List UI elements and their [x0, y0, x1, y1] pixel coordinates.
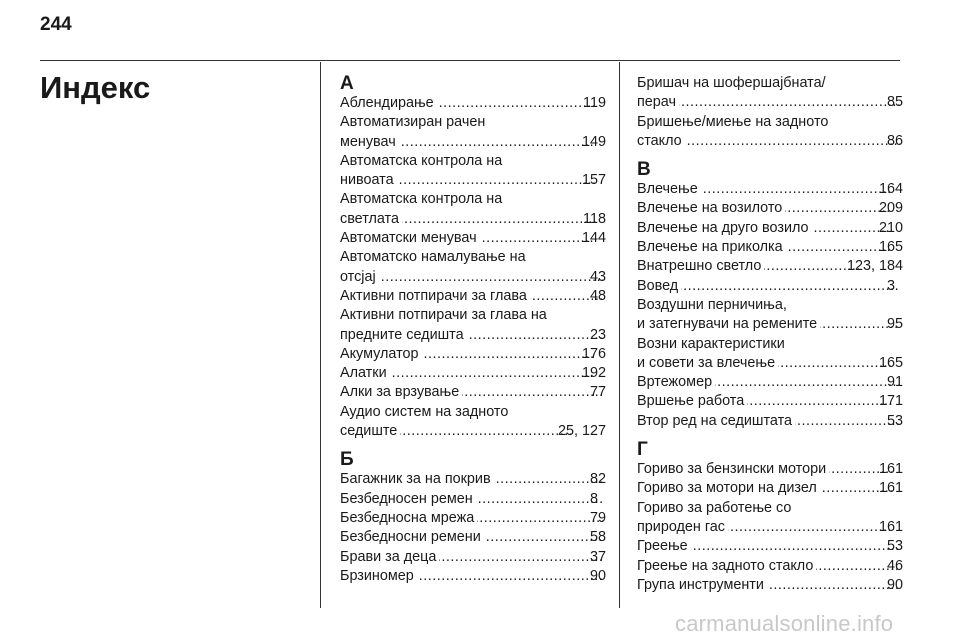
entry-text: и совети за влечење: [637, 354, 776, 371]
dot-leader: [786, 238, 892, 257]
dot-leader: [399, 133, 595, 152]
dot-leader: [467, 326, 603, 345]
entry-line-final: [637, 238, 903, 257]
entry-text: менувач: [340, 133, 396, 150]
index-entry[interactable]: [637, 180, 903, 199]
dot-leader: [785, 199, 892, 218]
entry-text: перач: [637, 94, 676, 111]
page-reference[interactable]: 165: [878, 354, 903, 371]
index-entry[interactable]: [637, 238, 903, 257]
entry-line-final: [637, 537, 903, 556]
index-entry[interactable]: [340, 490, 606, 509]
index-entry[interactable]: [340, 190, 606, 229]
entry-line-final: [340, 229, 606, 248]
entry-line-final: [637, 412, 903, 431]
dot-leader: [679, 93, 900, 112]
entry-line-final: [637, 180, 903, 199]
entry-line-final: [340, 133, 606, 152]
index-entry[interactable]: [340, 287, 606, 306]
dot-leader: [685, 132, 900, 151]
entry-line-final: [637, 479, 903, 498]
index-entry[interactable]: [637, 373, 903, 392]
entry-text: Автоматизиран рачен: [340, 114, 486, 131]
dot-leader: [422, 345, 595, 364]
index-section: [340, 450, 606, 586]
entry-text: Група инструменти: [637, 576, 764, 593]
page-reference[interactable]: 171: [878, 393, 903, 410]
entry-text: Влечење: [637, 181, 698, 198]
page-reference[interactable]: 123, 184: [846, 258, 903, 275]
entry-text: Влечење на друго возило: [637, 219, 809, 236]
page-reference[interactable]: 209: [878, 200, 903, 217]
entry-text: Аблендирање: [340, 95, 434, 111]
entry-text: Гориво за мотори на дизел: [637, 480, 817, 497]
entry-line-final: [340, 567, 606, 586]
index-entry[interactable]: [637, 537, 903, 556]
page-reference[interactable]: 165: [878, 239, 903, 256]
dot-leader: [390, 364, 595, 383]
entry-line: [340, 403, 606, 422]
watermark: carmanualsonline.info: [675, 611, 894, 636]
index-entry[interactable]: [340, 509, 606, 528]
index-column-1: [340, 74, 606, 595]
entry-line-final: [340, 326, 606, 345]
column-divider-right: [619, 62, 620, 608]
entry-line-final: [340, 548, 606, 567]
entry-line-final: [340, 345, 606, 364]
entry-text: и затегнувачи на ремените: [637, 316, 818, 333]
section-letter: А: [340, 73, 354, 94]
page-reference[interactable]: 164: [878, 181, 903, 198]
entry-text: стакло: [637, 132, 682, 149]
entry-text: Брзиномер: [340, 567, 414, 584]
entry-text: Алки за врзување: [340, 384, 460, 401]
index-entry[interactable]: [637, 113, 903, 152]
dot-leader: [402, 210, 596, 229]
entry-text: седиште: [340, 423, 398, 440]
page-reference[interactable]: 118: [583, 210, 606, 227]
entry-line-final: [637, 392, 903, 411]
entry-text: Автоматска контрола на: [340, 191, 503, 208]
index-column-2: [637, 74, 903, 604]
entry-line-final: Вовед ..... 3: [653, 277, 903, 296]
index-entry[interactable]: [637, 257, 903, 276]
index-entry[interactable]: [637, 412, 903, 431]
index-entry[interactable]: [340, 470, 606, 489]
entry-text: Гориво за бензински мотори: [637, 461, 827, 478]
page-reference[interactable]: 149: [581, 133, 606, 150]
entry-line-final: [637, 460, 903, 479]
entry-line-final: [637, 219, 903, 238]
index-entry[interactable]: [637, 392, 903, 411]
entry-line: [637, 296, 903, 315]
index-entry[interactable]: [340, 528, 606, 547]
dot-leader: [715, 373, 900, 392]
dot-leader: [681, 277, 900, 296]
entry-line: [637, 499, 903, 518]
dot-leader: [484, 528, 603, 547]
index-entry[interactable]: [340, 94, 606, 113]
dot-leader: [397, 171, 595, 190]
entry-text: Багажник за на покрив: [340, 471, 491, 488]
page-reference[interactable]: 119: [583, 95, 606, 111]
index-entry[interactable]: [340, 152, 606, 191]
entry-line-final: [340, 383, 606, 402]
entry-text: Активни потпирачи за глава на: [340, 307, 547, 324]
index-entry[interactable]: [637, 296, 903, 335]
index-entry[interactable]: [637, 219, 903, 238]
page-reference[interactable]: 161: [878, 480, 903, 497]
entry-text: светлата: [340, 210, 399, 227]
entry-text: Возни карактеристики: [637, 335, 785, 352]
index-entry[interactable]: [637, 479, 903, 498]
page-number: 244: [40, 14, 72, 35]
entry-text: Вовед: [637, 277, 679, 294]
entry-line-final: [340, 287, 606, 306]
dot-leader: [439, 548, 603, 567]
column-divider-left: [320, 62, 321, 608]
page-reference[interactable]: 176: [581, 345, 606, 362]
dot-leader: [701, 180, 892, 199]
entry-text: предните седишта: [340, 326, 464, 343]
entry-line-final: Безбедносен ремен ..... 8: [356, 490, 606, 509]
section-letter: В: [637, 159, 651, 181]
entry-text: Автоматско намалување на: [340, 249, 526, 266]
section-letter: Г: [637, 439, 648, 461]
entry-line: [637, 74, 903, 93]
index-section: [637, 440, 903, 595]
entry-line-final: [637, 518, 903, 537]
entry-text: Внатрешно светло: [637, 258, 762, 275]
index-entry[interactable]: [637, 499, 903, 538]
section-letter: Б: [340, 449, 354, 471]
header-rule: [40, 60, 900, 61]
entry-line: [637, 113, 903, 132]
page-reference[interactable]: 161: [878, 518, 903, 535]
entry-text: Автоматска контрола на: [340, 152, 503, 169]
entry-line-final: [637, 199, 903, 218]
index-entry[interactable]: [637, 277, 903, 296]
entry-line: [637, 335, 903, 354]
entry-text: Бришење/миење на задното: [637, 113, 829, 130]
page-reference[interactable]: 192: [581, 365, 606, 382]
dot-leader: [437, 94, 596, 113]
index-section: [637, 74, 903, 151]
page-reference[interactable]: 25, 127: [557, 423, 606, 440]
entry-text: Брави за деца: [340, 548, 437, 565]
entry-text: Втор ред на седиштата: [637, 412, 793, 429]
entry-line: [340, 190, 606, 209]
entry-line-final: [637, 93, 903, 112]
entry-text: Активни потпирачи за глава: [340, 287, 527, 304]
index-entry[interactable]: [340, 364, 606, 383]
dot-leader: [480, 229, 595, 248]
index-entry[interactable]: [637, 335, 903, 374]
entry-text: Безбедносни ремени: [340, 529, 481, 546]
entry-text: Аудио систем на задното: [340, 403, 509, 420]
page-reference[interactable]: 157: [581, 172, 606, 189]
entry-line-final: [340, 268, 606, 287]
entry-text: Греење на задното стакло: [637, 557, 814, 574]
entry-line-final: [637, 354, 903, 373]
entry-line-final: [340, 470, 606, 489]
index-section: [637, 160, 903, 431]
entry-text: Влечење на приколка: [637, 239, 783, 256]
index-entry[interactable]: [340, 113, 606, 152]
entry-line: [340, 113, 606, 132]
dot-leader: [379, 268, 603, 287]
entry-line-final: [637, 315, 903, 334]
entry-line-final: [340, 509, 606, 528]
entry-text: Греење: [637, 538, 688, 555]
entry-text: Влечење на возилото: [637, 200, 783, 217]
entry-line-final: [340, 94, 606, 113]
entry-text: Вршење работа: [637, 393, 745, 410]
index-entry[interactable]: [340, 248, 606, 287]
index-entry[interactable]: [340, 403, 606, 442]
entry-text: Безбедносна мрежа: [340, 509, 475, 526]
entry-line-final: [637, 373, 903, 392]
dot-leader: [778, 354, 892, 373]
entry-line-final: [637, 576, 903, 595]
entry-line-final: [637, 257, 903, 276]
page-reference[interactable]: 210: [878, 219, 903, 236]
entry-text: Безбедносен ремен: [340, 490, 473, 507]
index-entry[interactable]: [637, 74, 903, 113]
entry-text: нивоата: [340, 172, 394, 189]
dot-leader: [477, 509, 603, 528]
entry-line-final: [637, 132, 903, 151]
dot-leader: [767, 576, 900, 595]
page-reference[interactable]: 144: [581, 230, 606, 247]
dot-leader: [400, 422, 571, 441]
index-entry[interactable]: [637, 576, 903, 595]
entry-text: Воздушни перничиња,: [637, 296, 787, 313]
entry-line-final: [340, 171, 606, 190]
entry-line-final: [340, 364, 606, 383]
entry-text: Акумулатор: [340, 345, 419, 362]
dot-leader: [417, 567, 603, 586]
index-title: Индекс: [40, 70, 151, 105]
index-entry[interactable]: [637, 557, 903, 576]
index-entry[interactable]: [637, 199, 903, 218]
index-entry[interactable]: [340, 345, 606, 364]
entry-text: Автоматски менувач: [340, 230, 477, 247]
page-reference[interactable]: 161: [878, 461, 903, 478]
dot-leader: [795, 412, 900, 431]
entry-text: Бришач на шофершајбната/: [637, 75, 826, 91]
dot-leader: [494, 470, 603, 489]
dot-leader: [747, 392, 892, 411]
entry-line: [340, 248, 606, 267]
index-entry[interactable]: [340, 229, 606, 248]
dot-leader: [764, 257, 860, 276]
index-entry[interactable]: [340, 567, 606, 586]
index-entry[interactable]: [340, 306, 606, 345]
entry-text: Гориво за работење со: [637, 499, 792, 516]
dot-leader: [476, 490, 603, 509]
entry-line-final: [340, 210, 606, 229]
entry-line-final: [340, 528, 606, 547]
index-entry[interactable]: [340, 383, 606, 402]
index-entry[interactable]: [637, 460, 903, 479]
dot-leader: [462, 383, 603, 402]
entry-text: Алатки: [340, 365, 387, 382]
index-section: [340, 74, 606, 441]
entry-text: отсјај: [340, 268, 376, 285]
entry-line-final: [637, 557, 903, 576]
entry-line: [340, 306, 606, 325]
entry-line: [340, 152, 606, 171]
dot-leader: [728, 518, 892, 537]
entry-text: природен гас: [637, 518, 726, 535]
dot-leader: [691, 537, 900, 556]
index-entry[interactable]: [340, 548, 606, 567]
entry-line-final: [340, 422, 606, 441]
entry-text: Вртежомер: [637, 374, 713, 391]
